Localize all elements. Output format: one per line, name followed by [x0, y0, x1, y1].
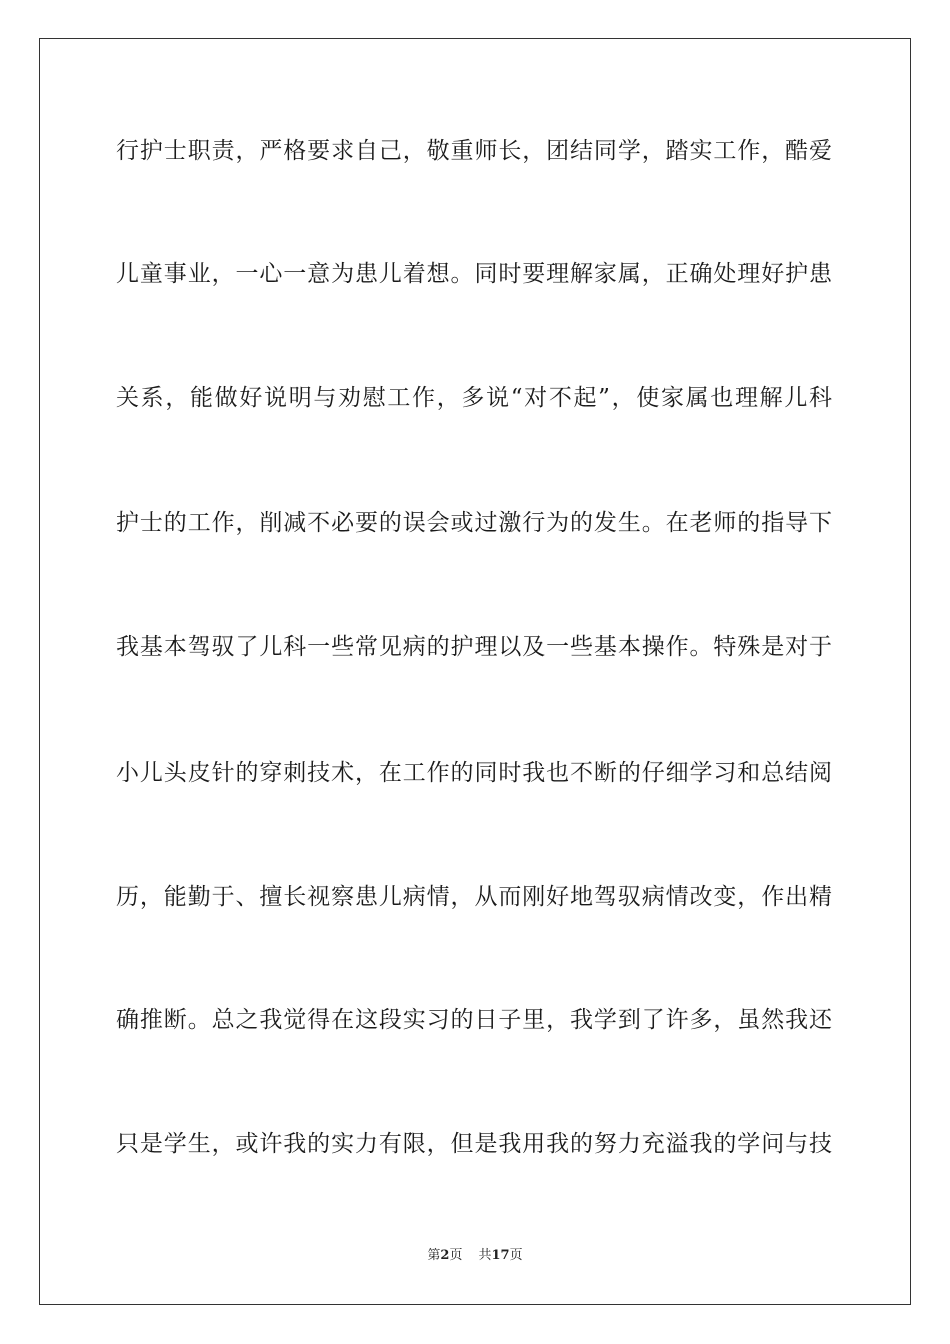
- body-text-line-7: 历，能勤于、擅长视察患儿病情，从而刚好地驾驭病情改变，作出精: [116, 884, 832, 910]
- body-text-line-4: 护士的工作，削减不必要的误会或过激行为的发生。在老师的指导下: [116, 510, 832, 536]
- body-text-line-5: 我基本驾驭了儿科一些常见病的护理以及一些基本操作。特殊是对于: [116, 634, 832, 660]
- page-number: 2: [440, 1248, 450, 1263]
- total-pages: 17: [491, 1248, 510, 1263]
- body-text-line-1: 行护士职责，严格要求自己，敬重师长，团结同学，踏实工作，酷爱: [116, 138, 832, 164]
- body-text-line-9: 只是学生，或许我的实力有限，但是我用我的努力充溢我的学问与技: [116, 1131, 832, 1157]
- body-text-line-2: 儿童事业，一心一意为患儿着想。同时要理解家属，正确处理好护患: [116, 261, 832, 287]
- body-text-line-8: 确推断。总之我觉得在这段实习的日子里，我学到了许多，虽然我还: [116, 1007, 832, 1033]
- total-pages-prefix: 共: [478, 1248, 492, 1263]
- body-text-line-6: 小儿头皮针的穿刺技术，在工作的同时我也不断的仔细学习和总结阅: [116, 760, 832, 786]
- total-pages-suffix: 页: [509, 1248, 523, 1263]
- body-text-line-3: 关系，能做好说明与劝慰工作，多说“对不起”，使家属也理解儿科: [116, 385, 832, 411]
- page-number-prefix: 第: [427, 1248, 441, 1263]
- page-frame: [39, 38, 911, 1305]
- page-number-suffix: 页: [449, 1248, 463, 1263]
- page-footer: [0, 1246, 950, 1266]
